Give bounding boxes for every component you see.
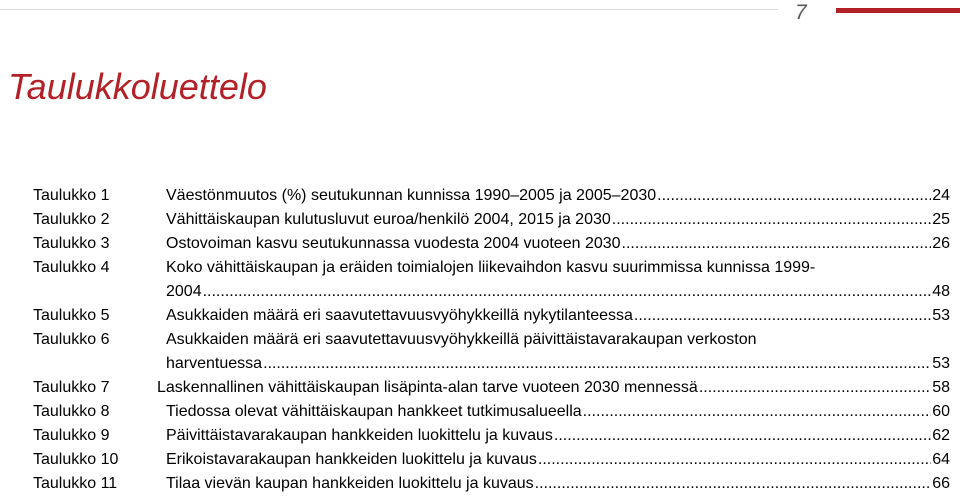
toc-entry-line	[166, 304, 950, 328]
toc-entry-page: 64	[932, 451, 950, 468]
toc-entry-line	[166, 352, 950, 376]
toc-entry-title-continued: harventuessa	[166, 355, 263, 372]
toc-entry[interactable]	[0, 184, 960, 208]
toc-entry-line	[166, 232, 950, 256]
toc-entry-title: Vähittäiskaupan kulutusluvut euroa/henkilö 2004, 2015 ja 2030	[166, 211, 611, 228]
toc-entry-page: 60	[932, 403, 950, 420]
toc-entry-page: 24	[932, 187, 950, 204]
toc-entry-label: Taulukko 6	[33, 331, 110, 348]
toc-entry-page: 58	[932, 379, 950, 396]
toc-entry-title: Ostovoiman kasvu seutukunnassa vuodesta 2004 vuoteen 2030	[166, 235, 621, 252]
toc-entry-title: Laskennallinen vähittäiskaupan lisäpinta-alan tarve vuoteen 2030 mennessä	[157, 379, 698, 396]
toc-entry-label: Taulukko 2	[33, 211, 110, 228]
toc-entry-continuation[interactable]	[0, 352, 960, 376]
toc-entry-line	[166, 280, 950, 304]
toc-entry-title: Päivittäistavarakaupan hankkeiden luokittelu ja kuvaus	[166, 427, 553, 444]
toc-dot-leader	[203, 280, 932, 304]
toc-entry-title: Asukkaiden määrä eri saavutettavuusvyöhykkeillä päivittäistavarakaupan verkoston	[166, 331, 757, 348]
toc-dot-leader	[657, 184, 931, 208]
toc-entry[interactable]	[0, 424, 960, 448]
toc-entry-title: Koko vähittäiskaupan ja eräiden toimialojen liikevaihdon kasvu suurimmissa kunnissa 1999-	[166, 259, 816, 276]
toc-entry-label: Taulukko 9	[33, 427, 110, 444]
toc-entry-page: 48	[932, 283, 950, 300]
toc-entry-label: Taulukko 4	[33, 259, 110, 276]
toc-entry-label: Taulukko 5	[33, 307, 110, 324]
toc-dot-leader	[612, 208, 931, 232]
toc-entry-page: 62	[932, 427, 950, 444]
toc-dot-leader	[583, 400, 932, 424]
toc-entry[interactable]	[0, 472, 960, 496]
toc-entry-label: Taulukko 8	[33, 403, 110, 420]
toc-entry[interactable]	[0, 376, 960, 400]
toc-dot-leader	[535, 472, 932, 496]
page-title: Taulukkoluettelo	[8, 66, 267, 107]
toc-entry-line	[166, 424, 950, 448]
toc-dot-leader	[699, 376, 931, 400]
toc-entry-page: 26	[932, 235, 950, 252]
toc-entry-title: Tilaa vievän kaupan hankkeiden luokittelu ja kuvaus	[166, 475, 534, 492]
toc-entry[interactable]	[0, 328, 960, 352]
toc-entry-line	[166, 448, 950, 472]
toc-entry-page: 25	[932, 211, 950, 228]
toc-entry-title: Väestönmuutos (%) seutukunnan kunnissa 1990–2005 ja 2005–2030	[166, 187, 657, 204]
toc-dot-leader	[634, 304, 931, 328]
toc-entry[interactable]	[0, 448, 960, 472]
toc-dot-leader	[554, 424, 931, 448]
toc-dot-leader	[538, 448, 931, 472]
toc-entry-title: Erikoistavarakaupan hankkeiden luokittelu ja kuvaus	[166, 451, 537, 468]
toc-entry-line	[166, 400, 950, 424]
toc-entry-page: 66	[932, 475, 950, 492]
page-number: 7	[795, 1, 807, 24]
toc-dot-leader	[622, 232, 932, 256]
toc-entry[interactable]	[0, 232, 960, 256]
toc-entry-line	[166, 472, 950, 496]
toc-entry[interactable]	[0, 208, 960, 232]
toc-entry-label: Taulukko 10	[33, 451, 119, 468]
toc-entry-label: Taulukko 11	[33, 475, 118, 492]
toc-entry-page: 53	[932, 307, 950, 324]
toc-entry[interactable]	[0, 256, 960, 280]
header-rule	[0, 9, 778, 10]
toc-entry-line	[166, 184, 950, 208]
toc-entry-title: Tiedossa olevat vähittäiskaupan hankkeet tutkimusalueella	[166, 403, 582, 420]
toc-entry-title: Asukkaiden määrä eri saavutettavuusvyöhykkeillä nykytilanteessa	[166, 307, 633, 324]
toc-entry-label: Taulukko 3	[33, 235, 110, 252]
toc-entry-line	[157, 376, 950, 400]
toc-entry-line	[166, 208, 950, 232]
toc-dot-leader	[263, 352, 931, 376]
toc-entry[interactable]	[0, 304, 960, 328]
toc-entry-label: Taulukko 1	[33, 187, 110, 204]
toc-entry-continuation[interactable]	[0, 280, 960, 304]
toc-entry-label: Taulukko 7	[33, 379, 110, 396]
toc-entry[interactable]	[0, 400, 960, 424]
table-of-tables	[0, 184, 960, 496]
toc-entry-page: 53	[932, 355, 950, 372]
toc-entry-title-continued: 2004	[166, 283, 202, 300]
header-accent-bar	[836, 8, 960, 13]
